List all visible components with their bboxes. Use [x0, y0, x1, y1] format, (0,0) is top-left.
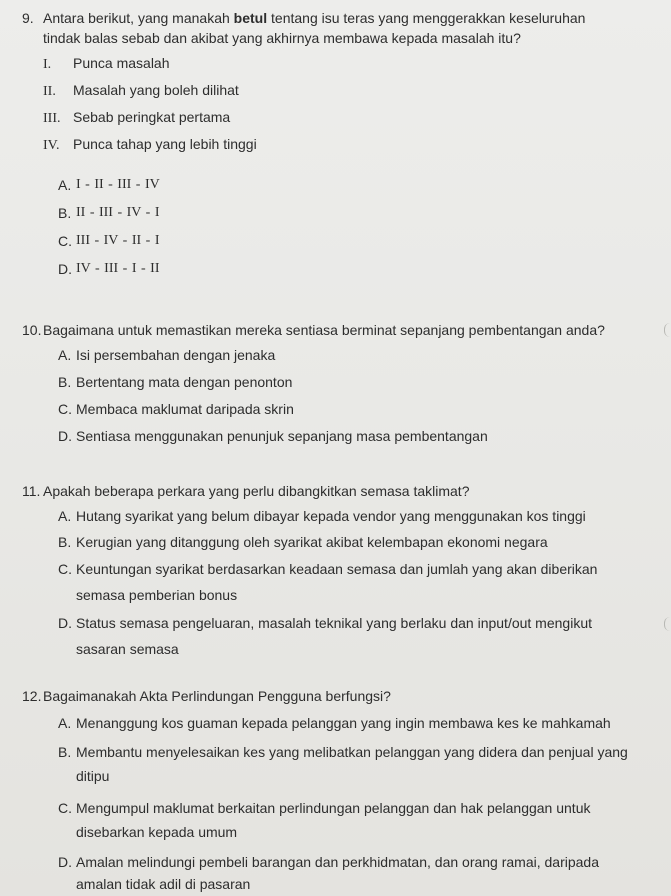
statement-item: IV. Punca tahap yang lebih tinggi: [43, 136, 257, 153]
question-text: Apakah beberapa perkara yang perlu dibangkitkan semasa taklimat?: [43, 483, 470, 499]
statement-item: III. Sebab peringkat pertama: [43, 109, 231, 126]
question-number: 10.: [22, 322, 42, 338]
page-edge-mark: [664, 617, 671, 631]
question-text-line-1: Antara berikut, yang manakah betul tentang isu teras yang menggerakkan keseluruhan: [43, 10, 586, 26]
page-edge-mark: [664, 323, 671, 337]
question-number: 12.: [22, 688, 42, 704]
question-number: 11.: [22, 483, 41, 499]
question-text: Bagaimanakah Akta Perlindungan Pengguna berfungsi?: [43, 688, 391, 704]
question-text: Bagaimana untuk memastikan mereka sentiasa berminat sepanjang pembentangan anda?: [43, 322, 605, 338]
question-number: 9.: [22, 10, 34, 26]
question-text: [43, 8, 648, 48]
worksheet-page: 9. Antara berikut, yang manakah betul tentang isu teras yang menggerakkan keseluruhan tindak balas sebab dan akibat yang akhirnya membawa kepada masalah itu? I. Punca masalah II. Masalah yang boleh dilihat III. Sebab peringkat pertama IV. Punca tahap yang lebih tinggi A. I - II - III - IV B. II - III - IV - I C. III - IV - II - I D. IV - III - I - II 10. Bagaimana untuk memastikan mereka sentiasa berminat sepanjang pembentangan anda? A. Isi persembahan dengan jenaka B. Bertentang mata dengan penonton C. Membaca maklumat daripada skrin D. Sentiasa menggunakan penunjuk sepanjang masa pembentangan 11. Apakah beberapa perkara yang perlu dibangkitkan semasa taklimat? A. Hutang syarikat yang belum dibayar kepada vendor yang menggunakan kos tinggi B. Kerugian yang ditanggung oleh syarikat akibat kelembapan ekonomi negara C. Keuntungan syarikat berdasarkan keadaan semasa dan jumlah yang akan diberikan semasa pemberian bonus D. Status semasa pengeluaran, masalah teknikal yang berlaku dan input/out mengikut sasaran semasa 12. Bagaimanakah Akta Perlindungan Pengguna berfungsi? A. Menanggung kos guaman kepada pelanggan yang ingin membawa kes ke mahkamah B. Membantu menyelesaikan kes yang melibatkan pelanggan yang didera dan penjual yang ditipu C. Mengumpul maklumat berkaitan perlindungan pelanggan dan hak pelanggan untuk disebarkan kepada umum D. Amalan melindungi pembeli barangan dan perkhidmatan, dan orang ramai, daripada amalan tidak adil di pasaran: [0, 0, 671, 896]
question-text-line-2: tindak balas sebab dan akibat yang akhirnya membawa kepada masalah itu?: [43, 30, 521, 46]
statement-item: II. Masalah yang boleh dilihat: [43, 82, 239, 99]
emphasis-word: betul: [233, 10, 268, 26]
statement-item: I. Punca masalah: [43, 55, 170, 72]
